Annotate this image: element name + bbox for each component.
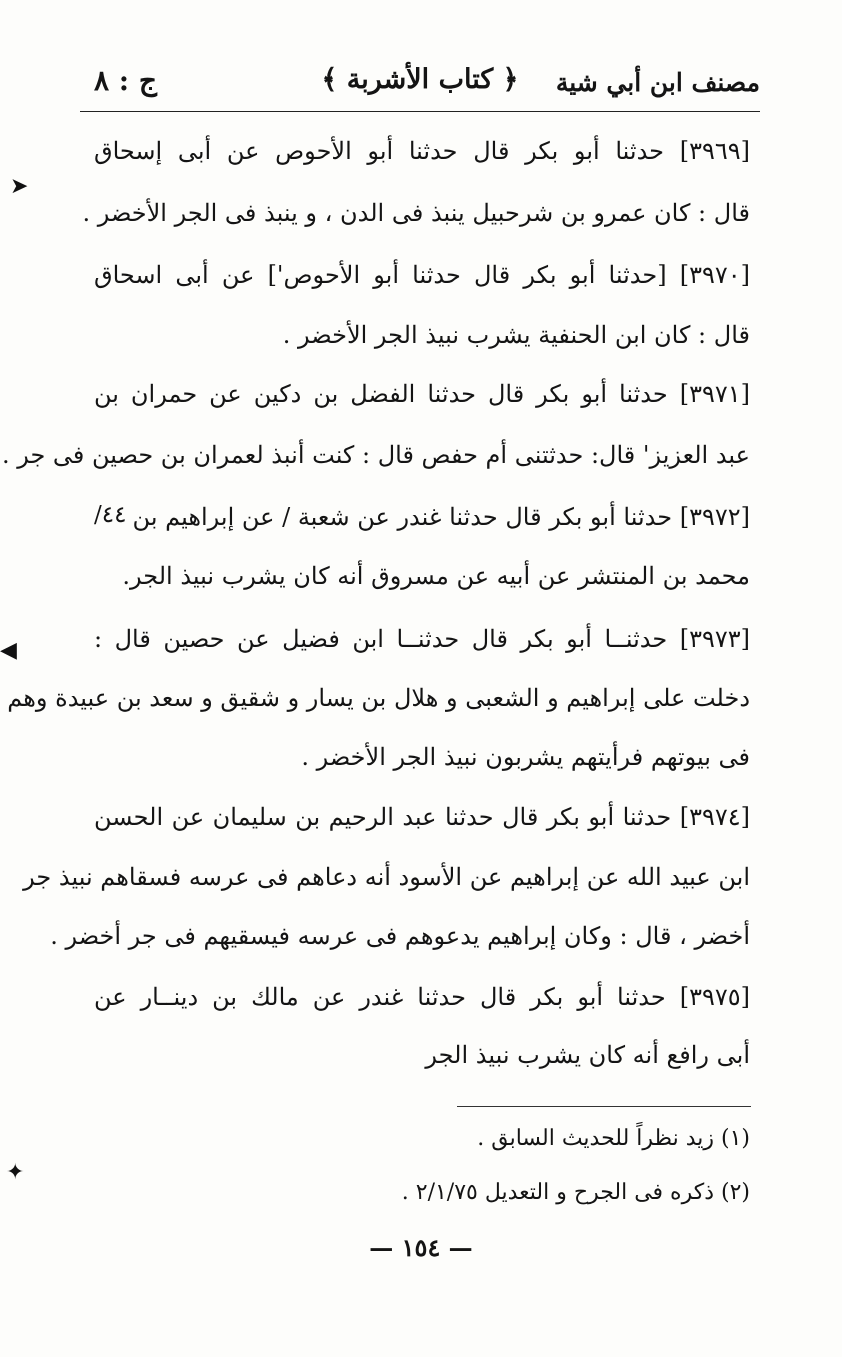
scan-mark-icon: ✦ xyxy=(6,1160,25,1185)
scan-mark-icon: ◀ xyxy=(0,638,17,663)
chapter-title: ﴿ كتاب الأشربة ﴾ xyxy=(321,64,519,95)
text-line: قال : كان ابن الحنفية يشرب نبيذ الجر الأخضر . xyxy=(282,321,750,349)
page-number: — ١٥٤ — xyxy=(369,1233,473,1262)
scan-mark-icon: ➤ xyxy=(10,174,29,199)
running-header xyxy=(80,58,760,108)
footnote-rule xyxy=(457,1106,751,1107)
header-rule xyxy=(80,111,760,112)
text-line: [٣٩٧٠] [حدثنا أبو بكر قال حدثنا أبو الأحوص'] عن أبى اسحاق xyxy=(94,261,750,289)
text-line: ابن عبيد الله عن إبراهيم عن الأسود أنه دعاهم فى عرسه فسقاهم نبيذ جر xyxy=(23,863,750,891)
volume-label: ج : ٨ xyxy=(94,64,157,97)
text-line: [٣٩٧٣] حدثنــا أبو بكر قال حدثنــا ابن فضيل عن حصين قال : xyxy=(94,625,750,653)
text-line: قال : كان عمرو بن شرحبيل ينبذ فى الدن ، و ينبذ فى الجر الأخضر . xyxy=(82,199,750,227)
footnote: (٢) ذكره فى الجرح و التعديل ٢/١/٧٥ . xyxy=(401,1180,750,1205)
text-line: دخلت على إبراهيم و الشعبى و هلال بن يسار و شقيق و سعد بن عبيدة وهم xyxy=(7,684,750,712)
footnote: (١) زيد نظراً للحديث السابق . xyxy=(477,1126,750,1151)
margin-page-marker: ٤٤/ xyxy=(94,502,127,528)
text-line: عبد العزيز' قال: حدثتنى أم حفص قال : كنت أنبذ لعمران بن حصين فى جر . xyxy=(1,441,750,469)
text-line: [٣٩٧٥] حدثنا أبو بكر قال حدثنا غندر عن مالك بن دينــار عن xyxy=(94,983,750,1011)
text-line: أخضر ، قال : وكان إبراهيم يدعوهم فى عرسه فيسقيهم فى جر أخضر . xyxy=(50,922,750,950)
text-line: [٣٩٧٢] حدثنا أبو بكر قال حدثنا غندر عن شعبة / عن إبراهيم بن xyxy=(132,503,750,531)
text-line: [٣٩٦٩] حدثنا أبو بكر قال حدثنا أبو الأحوص عن أبى إسحاق xyxy=(94,137,750,165)
text-line: أبى رافع أنه كان يشرب نبيذ الجر xyxy=(425,1041,750,1069)
book-title: مصنف ابن أبي شية xyxy=(555,68,760,97)
text-line: [٣٩٧١] حدثنا أبو بكر قال حدثنا الفضل بن دكين عن حمران بن xyxy=(94,380,750,408)
text-line: محمد بن المنتشر عن أبيه عن مسروق أنه كان يشرب نبيذ الجر. xyxy=(122,562,750,590)
text-line: فى بيوتهم فرأيتهم يشربون نبيذ الجر الأخضر . xyxy=(301,743,750,771)
text-line: [٣٩٧٤] حدثنا أبو بكر قال حدثنا عبد الرحيم بن سليمان عن الحسن xyxy=(94,803,750,831)
